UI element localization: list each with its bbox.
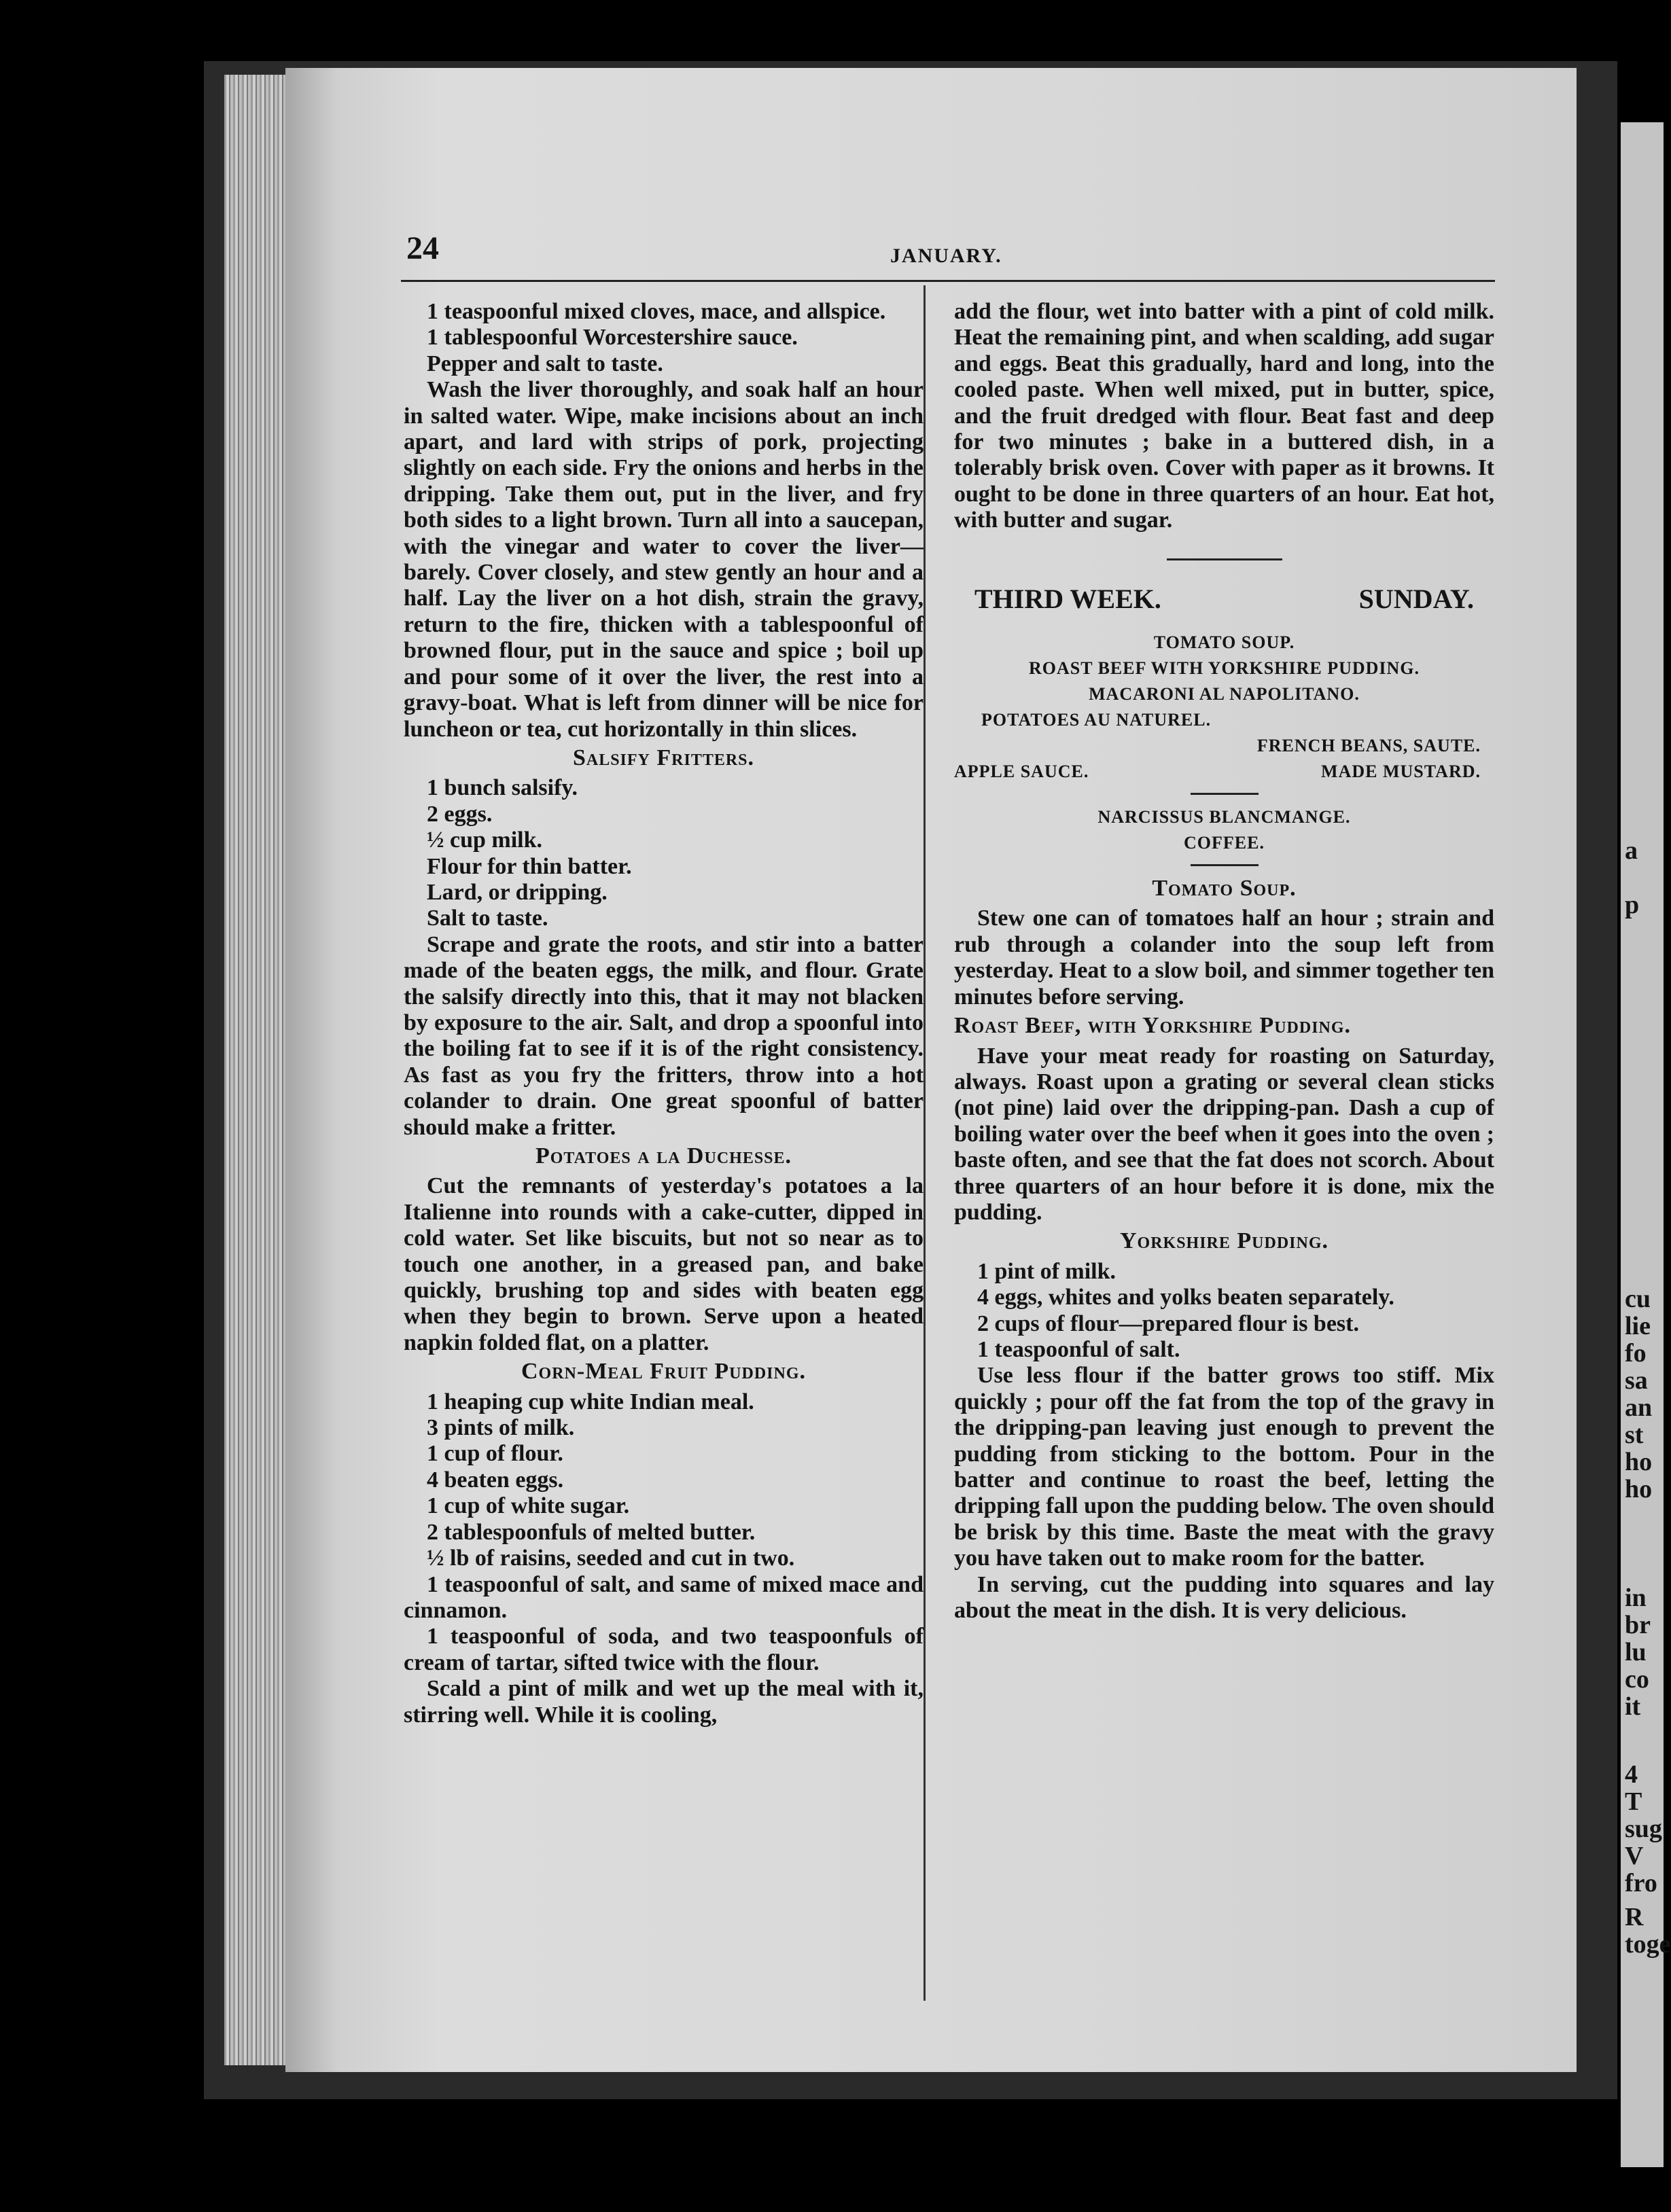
recipe-heading: Roast Beef, with Yorkshire Pudding. xyxy=(954,1013,1352,1039)
facing-page-fragment: 4 xyxy=(1625,1760,1638,1789)
facing-page-fragment: co xyxy=(1625,1665,1649,1694)
ingredient-line: 3 pints of milk. xyxy=(427,1415,575,1441)
facing-page-fragment: ho xyxy=(1625,1475,1653,1503)
header-rule xyxy=(401,280,1495,282)
column-divider xyxy=(924,285,926,2001)
facing-page-fragment: cu xyxy=(1625,1285,1651,1313)
facing-page-fragment: V xyxy=(1625,1842,1644,1870)
paragraph: 4 eggs, whites and yolks beaten separately. xyxy=(977,1285,1394,1310)
menu-line: TOMATO SOUP. xyxy=(1153,632,1295,653)
menu-rule xyxy=(1191,793,1259,795)
ingredient-line: 1 cup of flour. xyxy=(427,1441,563,1467)
paragraph: In serving, cut the pudding into squares and lay about the meat in the dish. It is very delicious. xyxy=(954,1571,1494,1624)
recipe-heading: Salsify Fritters. xyxy=(572,745,755,770)
ingredient-line: 2 eggs. xyxy=(427,801,493,827)
paragraph: 1 teaspoonful of salt, and same of mixed mace and cinnamon. xyxy=(404,1571,924,1623)
facing-page-fragment: sa xyxy=(1625,1366,1648,1395)
menu-line xyxy=(954,759,1494,785)
recipe-heading: Tomato Soup. xyxy=(1152,876,1297,902)
facing-page-fragment: fo xyxy=(1625,1339,1647,1368)
paragraph: Stew one can of tomatoes half an hour ; strain and rub through a colander into the soup left from yesterday. Heat to a slow boil, and simmer together ten minutes before serving. xyxy=(954,906,1494,1010)
facing-page-fragment: R xyxy=(1625,1903,1644,1931)
running-head: JANUARY. xyxy=(890,245,1002,267)
paragraph: 1 teaspoonful of soda, and two teaspoonfuls of cream of tartar, sifted twice with the flour. xyxy=(404,1624,924,1675)
ingredient-line: 2 tablespoonfuls of melted butter. xyxy=(427,1519,756,1545)
ingredient-line: 1 heaping cup white Indian meal. xyxy=(427,1389,754,1414)
ingredient-line: ½ cup milk. xyxy=(427,827,543,853)
ingredient-line: 1 pint of milk. xyxy=(977,1258,1116,1284)
ingredient-line: Lard, or dripping. xyxy=(427,879,608,905)
paragraph: Scrape and grate the roots, and stir into a batter made of the beaten eggs, the milk, and flour. Grate the salsify directly into this, that it may not blacken by exposure to the air. Salt, and drop a spoonful into the boiling fat to see if it is of the right consistency. As fast as you fry the fritters, throw into a hot colander to drain. One great spoonful of batter should make a fritter. xyxy=(404,931,924,1140)
menu-line: POTATOES AU NATUREL. xyxy=(981,710,1212,730)
facing-page-fragment: sug xyxy=(1625,1815,1662,1843)
facing-page-fragment: lie xyxy=(1625,1312,1651,1340)
facing-page-fragment: ho xyxy=(1625,1448,1653,1476)
continued-paragraph: add the flour, wet into batter with a pint of cold milk. Heat the remaining pint, and when scalding, add sugar and eggs. Beat this gradually, hard and long, into the cooled paste. When well mixed, put in butter, spice, and the fruit dredged with flour. Beat fast and deep for two minutes ; bake in a buttered dish, in a tolerably brisk oven. Cover with paper as it browns. It ought to be done in three quarters of an hour. Eat hot, with butter and sugar. xyxy=(954,299,1494,533)
facing-page-fragment: lu xyxy=(1625,1638,1647,1666)
ingredient-line: 1 teaspoonful mixed cloves, mace, and allspice. xyxy=(427,299,886,324)
facing-page-fragment: br xyxy=(1625,1611,1651,1639)
ingredient-line: 1 tablespoonful Worcestershire sauce. xyxy=(427,325,798,351)
facing-page-fragment: toge xyxy=(1625,1930,1671,1959)
ingredient-line: Salt to taste. xyxy=(427,906,548,931)
page-number: 24 xyxy=(406,230,439,266)
facing-page-fragment: in xyxy=(1625,1584,1647,1612)
ingredient-line: 4 beaten eggs. xyxy=(427,1467,564,1493)
page-edges xyxy=(224,75,289,2065)
paragraph: Use less flour if the batter grows too stiff. Mix quickly ; pour off the fat from the top of the gravy in the dripping-pan leaving just enough to prevent the pudding from sticking to the bottom. Pour in the batter and continue to roast the beef, letting the dripping fall upon the pudding below. The oven should be brisk by this time. Baste the meat with the gravy you have taken out to make room for the batter. xyxy=(954,1363,1494,1571)
facing-page-edge xyxy=(1621,122,1671,2167)
facing-page-fragment: p xyxy=(1625,891,1640,919)
menu-rule xyxy=(1191,864,1259,866)
right-column xyxy=(954,299,1494,1624)
menu-line: ROAST BEEF WITH YORKSHIRE PUDDING. xyxy=(1028,658,1420,679)
facing-page-fragment: a xyxy=(1625,836,1638,865)
paragraph: Have your meat ready for roasting on Saturday, always. Roast upon a grating or several clean sticks (not pine) laid over the dripping-pan. Dash a cup of boiling water over the beef when it goes into the oven ; baste often, and see that the fat does not scorch. About three quarters of an hour before it is done, mix the pudding. xyxy=(954,1043,1494,1225)
recipe-heading: Potatoes a la Duchesse. xyxy=(535,1143,792,1169)
right-column-body xyxy=(954,876,1494,1624)
ingredient-line: 1 cup of white sugar. xyxy=(427,1493,630,1519)
menu-item: APPLE SAUCE. xyxy=(954,762,1089,782)
facing-page-fragment: fro xyxy=(1625,1869,1657,1897)
facing-page-fragment: st xyxy=(1625,1421,1644,1449)
menu-line: COFFEE. xyxy=(1184,833,1265,853)
facing-page-fragment: it xyxy=(1625,1692,1641,1721)
menu-line: NARCISSUS BLANCMANGE. xyxy=(1097,807,1351,827)
recipe-heading: Yorkshire Pudding. xyxy=(1119,1228,1329,1254)
ingredient-line: Pepper and salt to taste. xyxy=(427,351,663,376)
paragraph: Cut the remnants of yesterday's potatoes a la Italienne into rounds with a cake-cutter, dipped in cold water. Set like biscuits, but not so near as to touch one another, in a greased pan, and bake quickly, brushing top and sides with beaten egg when they begin to brown. Serve upon a heated napkin folded flat, on a platter. xyxy=(404,1173,924,1355)
menu-line: FRENCH BEANS, SAUTE. xyxy=(1256,736,1481,756)
week-heading xyxy=(954,583,1494,614)
menu-line: MACARONI AL NAPOLITANO. xyxy=(1089,684,1360,704)
ingredient-line: Flour for thin batter. xyxy=(427,853,632,879)
ingredient-line: ½ lb of raisins, seeded and cut in two. xyxy=(427,1546,795,1571)
ingredient-line: 1 teaspoonful of salt. xyxy=(977,1336,1180,1362)
paragraph: Scald a pint of milk and wet up the meal with it, stirring well. While it is cooling, xyxy=(404,1676,924,1728)
menu-item: MADE MUSTARD. xyxy=(1321,762,1481,782)
section-rule xyxy=(1167,558,1282,560)
recipe-heading: Corn-Meal Fruit Pudding. xyxy=(521,1359,807,1385)
paragraph: Wash the liver thoroughly, and soak half an hour in salted water. Wipe, make incisions about an inch apart, and lard with strips of pork, projecting slightly on each side. Fry the onions and herbs in the dripping. Take them out, put in the liver, and fry both sides to a light brown. Turn all into a saucepan, with the vinegar and water to cover the liver—barely. Cover closely, and stew gently an hour and a half. Lay the liver on a hot dish, strain the gravy, return to the fire, thicken with a tablespoonful of browned flour, put in the sauce and spice ; boil up and pour some of it over the liver, the rest into a gravy-boat. What is left from dinner will be nice for luncheon or tea, cut horizontally in thin slices. xyxy=(404,377,924,742)
day-label: SUNDAY. xyxy=(1358,583,1474,614)
ingredient-line: 1 bunch salsify. xyxy=(427,775,578,801)
week-label: THIRD WEEK. xyxy=(974,583,1161,614)
bill-of-fare xyxy=(954,630,1494,866)
facing-page-fragment: T xyxy=(1625,1787,1642,1816)
left-column xyxy=(404,299,924,1728)
ingredient-line: 2 cups of flour—prepared flour is best. xyxy=(977,1310,1359,1336)
facing-page-fragment: an xyxy=(1625,1393,1653,1422)
